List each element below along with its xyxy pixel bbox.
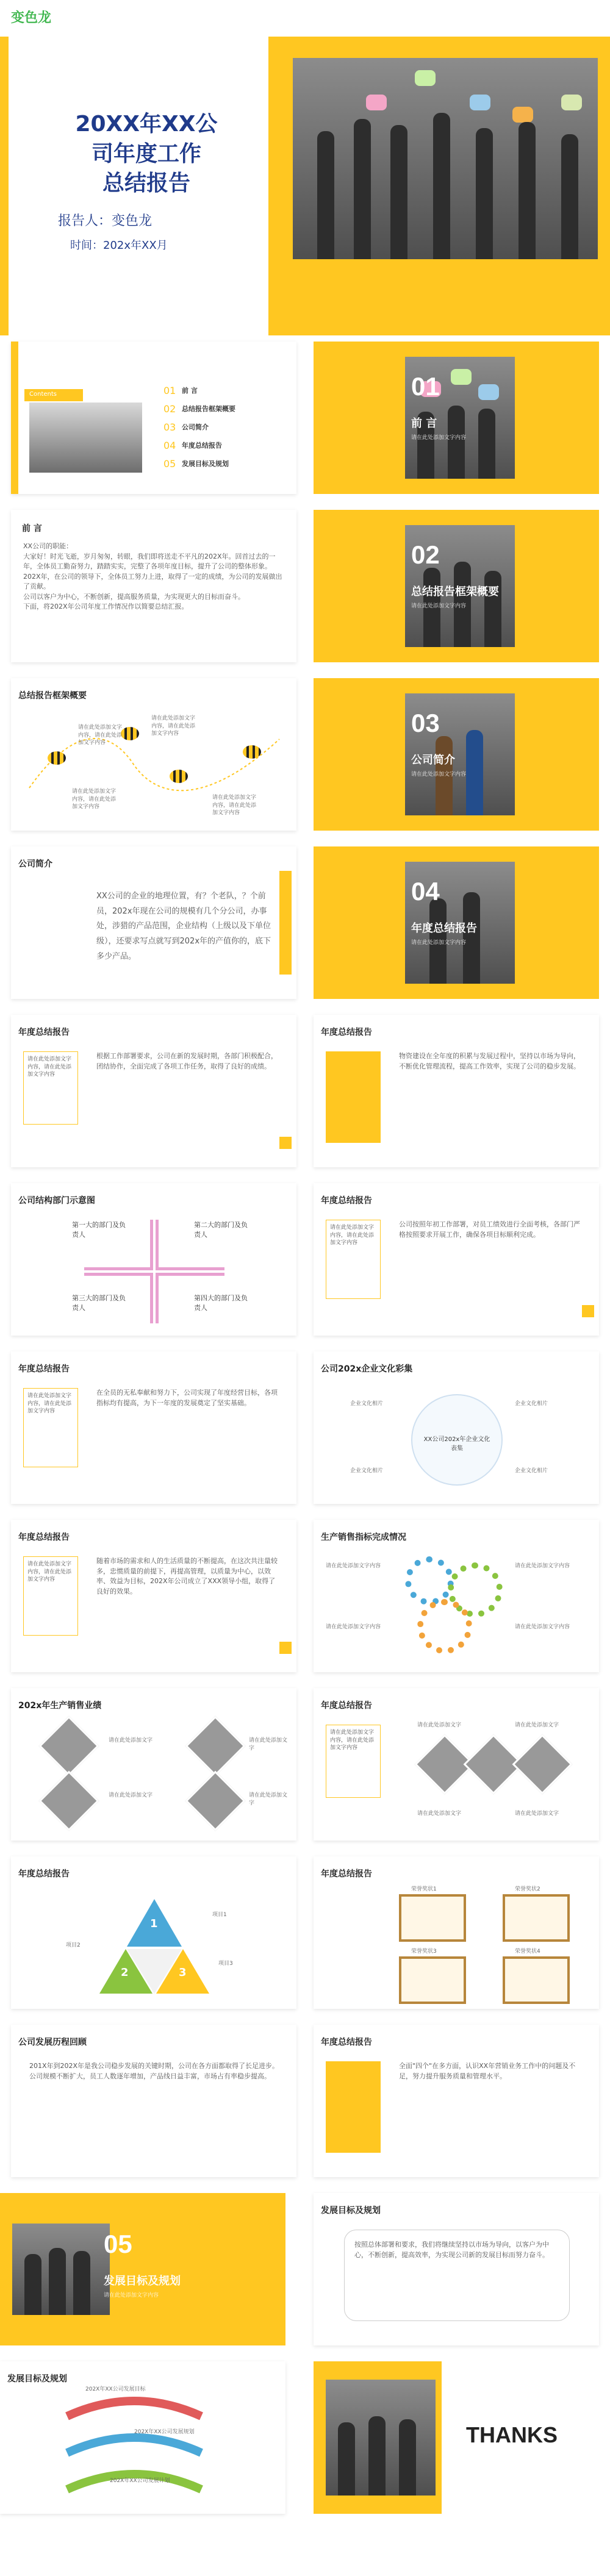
plan-text: 按照总体部署和要求，我们将继续坚持以市场为导向，以客户为中心，不断创新，提高效率，为实现公司新的发展目标而努力奋斗。 [344,2230,570,2321]
report4-slide [11,1351,296,1504]
step-number: 1 [150,1917,158,1930]
contents-num: 01 [163,384,176,396]
cover-photo [293,58,598,259]
culture-label: 企业文化相片 [515,1468,548,1474]
contents-item[interactable]: 年度总结报告 [182,442,222,449]
slide-title: 年度总结报告 [321,1869,372,1879]
culture-label: 企业文化相片 [350,1401,384,1407]
report6-label: 请在此处添加文字 [417,1722,462,1728]
report6-label: 请在此处添加文字 [515,1722,559,1728]
history-slide [11,2025,296,2177]
note-box: 请在此处添加文字内容，请在此处添加文字内容 [23,1388,78,1467]
triangle-diagram [96,1893,212,1997]
section-04-slide [314,846,599,999]
plan-arcs [55,2392,214,2508]
honor-label: 荣誉奖状4 [515,1948,540,1955]
note-box: 请在此处添加文字内容，请在此处添加文字内容 [23,1556,78,1636]
org-item: 第三大的部门及负责人 [72,1294,126,1312]
history-text: 201X年到202X年是我公司稳步发展的关键时期，公司在各方面都取得了长足进步。公司规模不断扩大，员工人数逐年增加，产品线日益丰富，市场占有率稳步提高。 [29,2062,279,2080]
slide-title: 生产销售指标完成情况 [321,1533,406,1542]
report6-slide [314,1688,599,1841]
contents-slide [11,342,296,494]
cover-reporter: 报告人：变色龙 [58,213,152,229]
section-sub: 请在此处添加文字内容 [104,2292,159,2299]
preface-paragraph: 大家好！时光飞逝，岁月匆匆，转眼，我们即将送走不平凡的202X年。回首过去的一年，全体员工勤奋努力，踏踏实实，完整了各项年度目标，提升了公司的整体形象。 [23,552,276,570]
preface-slide [11,510,296,662]
bee-icon [170,770,188,783]
plan-item: 202X年XX公司发展计划 [110,2478,170,2484]
slide-title: 年度总结报告 [18,1869,70,1879]
contents-item[interactable]: 发展目标及规划 [182,460,229,468]
contents-item[interactable]: 总结报告框架概要 [182,405,235,413]
plan2-slide [0,2361,285,2514]
plan-item: 202X年XX公司发展目标 [85,2386,146,2392]
gear-icon [417,1599,472,1654]
preface-paragraph: 下面，将202X年公司年度工作情况作以简要总结汇报。 [23,603,188,610]
report1-slide [11,1015,296,1167]
thanks-slide [314,2361,599,2514]
report-text: 随着市场的需求和人的生活质量的不断提高，在这次共注量较多，忠惯质量的前提下，再提高管理，以质量为中心，以效率、效益为目标，202X年公司成立了XXX领导小组，取得了良好的效果。 [96,1557,278,1595]
honor-label: 荣誉奖状2 [515,1886,540,1892]
thanks-text: THANKS [466,2422,558,2447]
report-text: 物资建设在全年度的积累与发展过程中，坚持以市场为导向，不断优化管理流程，提高工作效率，实现了公司的稳步发展。 [399,1052,580,1070]
sales-slide [11,1688,296,1841]
contents-num: 04 [163,439,176,451]
slide-title: 发展目标及规划 [321,2206,381,2216]
step-number: 2 [121,1966,129,1979]
report8-slide [314,2025,599,2177]
section-name: 公司简介 [411,754,455,767]
bee-icon [48,751,66,765]
section-sub: 请在此处添加文字内容 [411,435,467,441]
slide-title: 前 言 [22,524,42,534]
contents-label: Contents [24,389,83,401]
section-name: 年度总结报告 [411,922,477,935]
preface-paragraph: 202X年，在公司的领导下，全体员工努力上进，取得了一定的成绩，为公司的发展做出了贡献。 [23,572,282,590]
preface-intro: XX公司的职能： [23,542,73,550]
sales-label: 请在此处添加文字 [109,1792,153,1798]
slide-title: 年度总结报告 [321,2038,372,2047]
gear-icon [405,1556,454,1605]
culture-label: 企业文化相片 [515,1401,548,1407]
production-slide [314,1520,599,1672]
honor-label: 荣誉奖状1 [411,1886,437,1892]
report-text: 在全员的无私奉献和努力下，公司实现了年度经营目标，各项指标均有提高，为下一年度的发展奠定了坚实基础。 [96,1389,278,1407]
step-number: 3 [179,1966,187,1979]
report-text: 全面"四个"在多方面，认识XX年营销业务工作中的问题及不足，努力提升服务质量和管理水平。 [399,2062,576,2080]
section-03-slide [314,678,599,831]
note-box: 请在此处添加文字内容，请在此处添加文字内容 [326,1725,381,1798]
report-text: 公司按照年初工作部署，对员工绩效进行全面考核，各部门严格按照要求开展工作，确保各项目标顺利完成。 [399,1220,580,1239]
intro-slide [11,846,296,999]
preface-body [23,542,285,612]
contents-item[interactable]: 公司简介 [182,423,209,431]
culture-center: XX公司202x年企业文化表集 [423,1436,490,1452]
production-label: 请在此处添加文字内容 [326,1624,381,1630]
slide-title: 202x年生产销售业绩 [18,1701,102,1711]
slide-title: 年度总结报告 [18,1028,70,1037]
framework-slide [11,678,296,831]
section-number: 03 [411,709,440,737]
culture-slide [314,1351,599,1504]
slide-title: 年度总结报告 [18,1533,70,1542]
step-label: 项目2 [66,1942,81,1948]
report7-slide [11,1856,296,2009]
framework-note: 请在此处添加文字内容，请在此处添加文字内容 [78,724,123,746]
slide-title: 年度总结报告 [321,1028,372,1037]
step-label: 项目1 [212,1912,227,1918]
slide-title: 公司结构部门示意图 [18,1196,95,1206]
cover-title-line2: 司年度工作 [91,141,201,166]
section-number: 01 [411,372,440,401]
sales-label: 请在此处添加文字 [249,1737,288,1751]
report-text: 根据工作部署要求，公司在新的发展时期，各部门积极配合，团结协作，全面完成了各项工作任务，取得了良好的成绩。 [96,1052,278,1070]
production-label: 请在此处添加文字内容 [515,1563,570,1569]
sales-label: 请在此处添加文字 [109,1737,153,1744]
intro-text: XX公司的企业的地理位置，有？个老队，？个前员，202x年现在公司的规模有几个分公司，办事处，涉猎的产品范围，企业结构（上级以及下单位级），还要求写点就写到202x年的产值你的，底下多少产品。 [96,892,271,961]
honor-label: 荣誉奖状3 [411,1948,437,1955]
framework-note: 请在此处添加文字内容，请在此处添加文字内容 [212,795,257,817]
note-box: 请在此处添加文字内容，请在此处添加文字内容 [326,1220,381,1299]
culture-label: 企业文化相片 [350,1468,384,1474]
slide-title: 年度总结报告 [18,1364,70,1374]
production-label: 请在此处添加文字内容 [515,1624,570,1630]
report3-slide [314,1183,599,1336]
framework-note: 请在此处添加文字内容，请在此处添加文字内容 [151,715,196,737]
slide-title: 公司简介 [18,859,52,869]
bee-icon [243,745,261,759]
section-number: 02 [411,540,440,569]
contents-photo [29,402,142,473]
slide-title: 发展目标及规划 [7,2374,67,2384]
section-name: 前 言 [411,417,437,430]
section-sub: 请在此处添加文字内容 [411,771,467,778]
slide-title: 年度总结报告 [321,1196,372,1206]
preface-paragraph: 公司以客户为中心，不断创新，提高服务质量，为实现更大的目标而奋斗。 [23,592,245,601]
section-name: 总结报告框架概要 [411,585,499,598]
contents-num: 03 [163,421,176,433]
org-item: 第四大的部门及负责人 [194,1294,248,1312]
section-sub: 请在此处添加文字内容 [411,603,467,609]
org-slide [11,1183,296,1336]
sales-label: 请在此处添加文字 [249,1792,288,1806]
org-item: 第一大的部门及负责人 [72,1221,126,1239]
contents-item[interactable]: 前 言 [182,387,198,395]
section-sub: 请在此处添加文字内容 [411,940,467,946]
step-label: 项目3 [218,1961,233,1967]
section-02-slide [314,510,599,662]
plan-item: 202X年XX公司发展规划 [134,2429,195,2435]
report5-slide [11,1520,296,1672]
slide-title: 公司202x企业文化彩集 [321,1364,413,1374]
contents-num: 05 [163,457,176,470]
production-label: 请在此处添加文字内容 [326,1563,381,1569]
section-05-slide [0,2193,285,2345]
cover-title-line3: 总结报告 [102,171,190,196]
section-number: 05 [104,2230,132,2258]
cover-slide [0,0,610,342]
section-name: 发展目标及规划 [104,2275,181,2288]
contents-num: 02 [163,402,176,415]
note-box: 请在此处添加文字内容，请在此处添加文字内容 [23,1051,78,1125]
plan-slide [314,2193,599,2345]
cover-time: 时间：202x年XX月 [70,239,168,252]
report2-slide [314,1015,599,1167]
honors-slide [314,1856,599,2009]
slide-title: 总结报告框架概要 [18,691,87,701]
slide-title: 年度总结报告 [321,1701,372,1711]
org-item: 第二大的部门及负责人 [194,1221,248,1239]
section-01-slide [314,342,599,494]
section-number: 04 [411,877,440,906]
framework-note: 请在此处添加文字内容，请在此处添加文字内容 [72,789,117,810]
slide-title: 公司发展历程回顾 [18,2038,87,2047]
report6-label: 请在此处添加文字 [515,1811,559,1817]
report6-label: 请在此处添加文字 [417,1811,462,1817]
cover-title-line1: 20XX年XX公 [75,112,218,137]
logo: 变色龙 [11,10,52,25]
